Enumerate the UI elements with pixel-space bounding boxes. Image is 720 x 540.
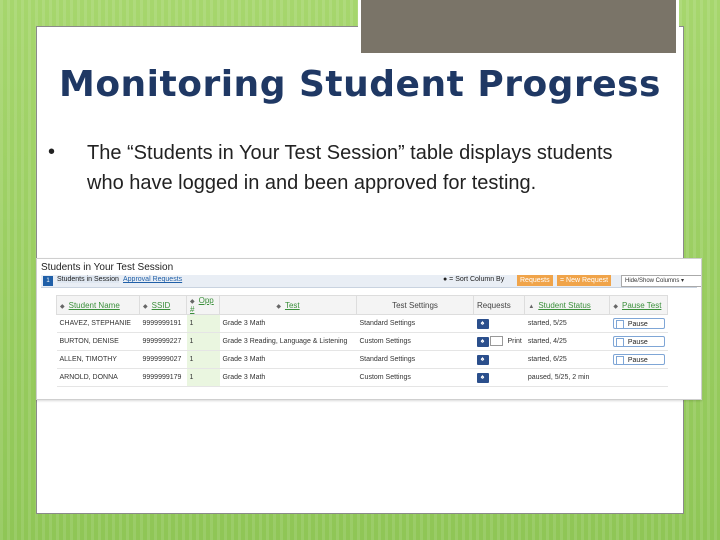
opportunity: 1 (187, 369, 220, 387)
sort-column-note: ● = Sort Column By (443, 276, 505, 283)
student-status: started, 5/25 (525, 315, 610, 333)
column-header-ssid[interactable]: ◆ SSID (140, 296, 187, 315)
column-header-pause-test[interactable]: ◆ Pause Test (610, 296, 668, 315)
tab-count-badge: 1 (43, 276, 53, 286)
test-name: Grade 3 Math (220, 315, 357, 333)
hide-show-columns-dropdown[interactable]: Hide/Show Columns ▾ (621, 275, 702, 287)
session-tab-bar (41, 275, 697, 288)
pause-button[interactable]: Pause (613, 354, 665, 365)
pause-cell (610, 333, 668, 351)
tab-students-in-session[interactable]: Students in Session (57, 276, 119, 283)
column-header-requests: Requests (474, 296, 525, 315)
opportunity: 1 (187, 315, 220, 333)
pause-icon (616, 356, 624, 365)
ssid: 9999999027 (140, 351, 187, 369)
requests-legend-badge: Requests (517, 275, 553, 286)
pause-icon (616, 320, 624, 329)
test-name: Grade 3 Math (220, 351, 357, 369)
students-table (56, 295, 668, 387)
requests-cell (474, 315, 525, 333)
pause-icon (616, 338, 624, 347)
pause-button[interactable]: Pause (613, 336, 665, 347)
table-row (57, 369, 668, 387)
column-header-opp[interactable]: ◆ Opp # (187, 296, 220, 315)
opportunity: 1 (187, 351, 220, 369)
test-settings: Standard Settings (357, 315, 474, 333)
pause-cell (610, 315, 668, 333)
pause-cell (610, 351, 668, 369)
decorative-header-block (358, 0, 679, 56)
student-name: CHAVEZ, STEPHANIE (57, 315, 140, 333)
student-status: started, 4/25 (525, 333, 610, 351)
column-header-student-status[interactable]: ▲ Student Status (525, 296, 610, 315)
page-title: Monitoring Student Progress (59, 64, 661, 105)
table-row (57, 315, 668, 333)
requests-cell (474, 351, 525, 369)
column-header-student-name[interactable]: ◆ Student Name (57, 296, 140, 315)
binoculars-icon[interactable]: ♠ (477, 337, 489, 347)
column-header-test-settings: Test Settings (357, 296, 474, 315)
binoculars-icon[interactable]: ♠ (477, 319, 489, 329)
bullet-text: The “Students in Your Test Session” table displays students who have logged in and been approved for testing. (87, 142, 613, 194)
test-settings: Custom Settings (357, 333, 474, 351)
pause-cell (610, 369, 668, 387)
binoculars-icon[interactable]: ♠ (477, 355, 489, 365)
print-request-button[interactable]: Print (490, 338, 521, 345)
student-name: ALLEN, TIMOTHY (57, 351, 140, 369)
requests-cell (474, 333, 525, 351)
new-request-legend-badge: = New Request (557, 275, 611, 286)
student-status: started, 6/25 (525, 351, 610, 369)
ssid: 9999999227 (140, 333, 187, 351)
tab-approval-requests[interactable]: Approval Requests (123, 276, 183, 283)
pause-button[interactable]: Pause (613, 318, 665, 329)
table-row (57, 333, 668, 351)
test-settings: Standard Settings (357, 351, 474, 369)
session-panel-title: Students in Your Test Session (41, 262, 174, 273)
table-row (57, 351, 668, 369)
test-name: Grade 3 Math (220, 369, 357, 387)
test-name: Grade 3 Reading, Language & Listening (220, 333, 357, 351)
test-settings: Custom Settings (357, 369, 474, 387)
student-status: paused, 5/25, 2 min (525, 369, 610, 387)
bullet-marker: • (48, 141, 56, 163)
opportunity: 1 (187, 333, 220, 351)
ssid: 9999999191 (140, 315, 187, 333)
student-name: BURTON, DENISE (57, 333, 140, 351)
ssid: 9999999179 (140, 369, 187, 387)
column-header-test[interactable]: ◆ Test (220, 296, 357, 315)
student-name: ARNOLD, DONNA (57, 369, 140, 387)
binoculars-icon[interactable]: ♠ (477, 373, 489, 383)
printer-icon (490, 336, 503, 346)
requests-cell (474, 369, 525, 387)
